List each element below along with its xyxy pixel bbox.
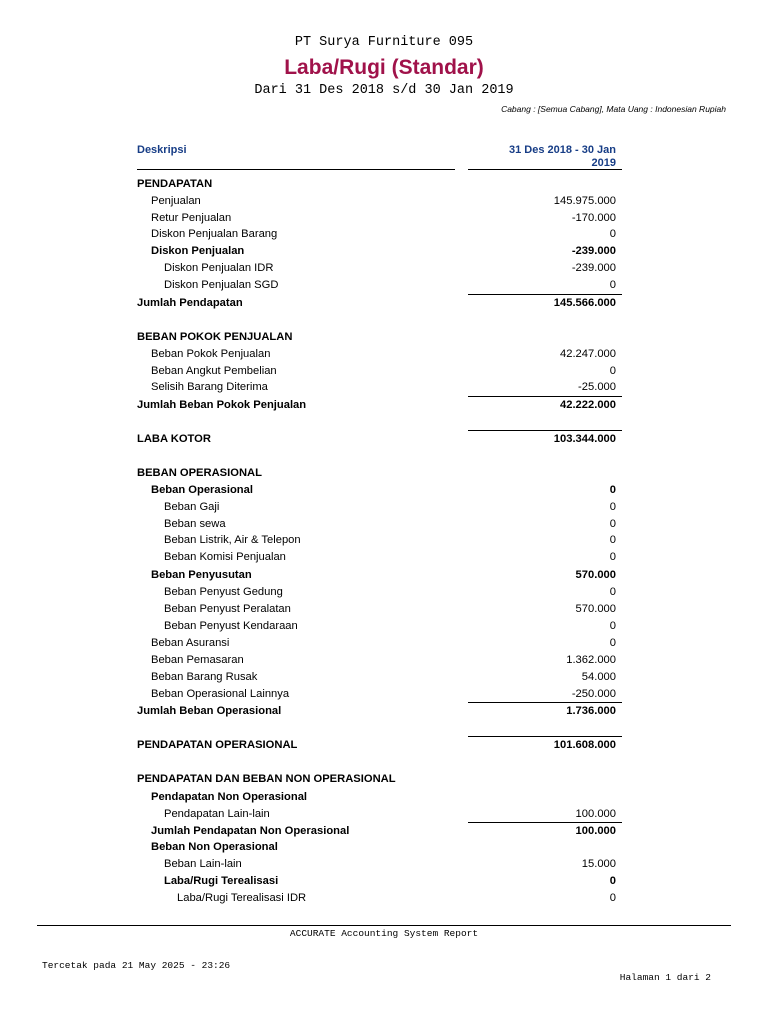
row-value: -250.000 — [571, 688, 616, 700]
row-label: Beban Asuransi — [151, 637, 230, 649]
row-label: Laba/Rugi Terealisasi — [164, 875, 279, 887]
row-label: PENDAPATAN DAN BEBAN NON OPERASIONAL — [137, 773, 396, 785]
table-row — [0, 532, 768, 549]
subgroup-row — [0, 567, 768, 584]
row-value: -239.000 — [571, 262, 616, 274]
row-value: 1.362.000 — [566, 654, 616, 666]
report-filter-info: Cabang : [Semua Cabang], Mata Uang : Indonesian Rupiah — [501, 104, 726, 114]
row-value: 0 — [609, 875, 616, 887]
column-header-period — [480, 144, 616, 170]
page-number: Halaman 1 dari 2 — [619, 972, 711, 983]
table-row — [0, 806, 768, 823]
row-value: 1.736.000 — [566, 705, 616, 717]
row-label: Beban Non Operasional — [151, 841, 278, 853]
row-label: BEBAN OPERASIONAL — [137, 467, 262, 479]
row-label: Beban Listrik, Air & Telepon — [164, 534, 301, 546]
row-value: 570.000 — [575, 603, 616, 615]
row-label: Diskon Penjualan — [151, 245, 245, 257]
row-value: 15.000 — [581, 858, 616, 870]
subgroup-row — [0, 839, 768, 856]
row-value: 0 — [609, 484, 616, 496]
row-value: 0 — [609, 551, 616, 563]
table-row — [0, 669, 768, 686]
section-header — [0, 329, 768, 346]
row-label: Beban Gaji — [164, 501, 220, 513]
row-value: -25.000 — [578, 381, 616, 393]
subgroup-row — [0, 243, 768, 260]
company-name: PT Surya Furniture 095 — [294, 35, 474, 50]
subgroup-row — [0, 482, 768, 499]
header-underline-period — [468, 169, 622, 170]
row-label: Diskon Penjualan Barang — [151, 228, 278, 240]
row-label: Beban Penyust Kendaraan — [164, 620, 298, 632]
row-label: Beban sewa — [164, 518, 226, 530]
total-row — [0, 737, 768, 754]
row-value: -170.000 — [571, 212, 616, 224]
row-label: Beban Pokok Penjualan — [151, 348, 271, 360]
row-value: 0 — [609, 620, 616, 632]
row-label: Beban Pemasaran — [151, 654, 244, 666]
row-value: 0 — [609, 586, 616, 598]
row-value: -239.000 — [571, 245, 616, 257]
row-label: Jumlah Pendapatan Non Operasional — [151, 825, 350, 837]
row-label: Jumlah Pendapatan — [137, 297, 243, 309]
table-row — [0, 635, 768, 652]
total-row — [0, 295, 768, 312]
row-label: Beban Penyusutan — [151, 569, 252, 581]
row-label: Beban Komisi Penjualan — [164, 551, 286, 563]
row-value: 0 — [609, 637, 616, 649]
footer-system-label: ACCURATE Accounting System Report — [289, 928, 479, 939]
table-row — [0, 346, 768, 363]
table-row — [0, 652, 768, 669]
row-label: BEBAN POKOK PENJUALAN — [137, 331, 293, 343]
table-row — [0, 260, 768, 277]
row-label: PENDAPATAN OPERASIONAL — [137, 739, 298, 751]
header-underline-description — [137, 169, 455, 170]
report-period: Dari 31 Des 2018 s/d 30 Jan 2019 — [254, 83, 514, 98]
column-header-period-line1: 31 Des 2018 - 30 Jan — [508, 144, 616, 156]
row-value: 42.222.000 — [560, 399, 616, 411]
subgroup-row — [0, 873, 768, 890]
column-header-period-line2: 2019 — [591, 157, 616, 169]
row-value: 145.975.000 — [553, 195, 616, 207]
row-label: PENDAPATAN — [137, 178, 213, 190]
row-value: 0 — [609, 892, 616, 904]
table-row — [0, 379, 768, 396]
row-value: 100.000 — [575, 825, 616, 837]
row-label: Selisih Barang Diterima — [151, 381, 268, 393]
row-label: Pendapatan Non Operasional — [151, 791, 308, 803]
row-value: 54.000 — [581, 671, 616, 683]
total-row — [0, 431, 768, 448]
row-label: Beban Penyust Peralatan — [164, 603, 291, 615]
row-value: 42.247.000 — [560, 348, 616, 360]
row-label: Jumlah Beban Pokok Penjualan — [137, 399, 307, 411]
row-value: 0 — [609, 228, 616, 240]
table-row — [0, 226, 768, 243]
row-label: Beban Operasional — [151, 484, 253, 496]
table-row — [0, 210, 768, 227]
row-label: Beban Angkut Pembelian — [151, 365, 277, 377]
table-row — [0, 618, 768, 635]
row-label: Pendapatan Lain-lain — [164, 808, 270, 820]
total-row — [0, 397, 768, 414]
row-value: 101.608.000 — [553, 739, 616, 751]
row-label: Beban Penyust Gedung — [164, 586, 283, 598]
row-value: 100.000 — [575, 808, 616, 820]
table-row — [0, 890, 768, 907]
row-value: 570.000 — [575, 569, 616, 581]
row-label: Diskon Penjualan SGD — [164, 279, 279, 291]
total-row — [0, 823, 768, 840]
table-row — [0, 549, 768, 566]
table-row — [0, 193, 768, 210]
row-value: 0 — [609, 501, 616, 513]
table-row — [0, 499, 768, 516]
row-label: LABA KOTOR — [137, 433, 211, 445]
table-row — [0, 363, 768, 380]
row-value: 0 — [609, 365, 616, 377]
row-label: Beban Operasional Lainnya — [151, 688, 290, 700]
row-value: 0 — [609, 534, 616, 546]
row-value: 0 — [609, 518, 616, 530]
row-value: 145.566.000 — [553, 297, 616, 309]
row-label: Laba/Rugi Terealisasi IDR — [177, 892, 307, 904]
row-label: Retur Penjualan — [151, 212, 232, 224]
row-value: 103.344.000 — [553, 433, 616, 445]
report-title: Laba/Rugi (Standar) — [284, 56, 484, 79]
table-row — [0, 856, 768, 873]
table-row — [0, 277, 768, 294]
table-row — [0, 584, 768, 601]
row-label: Beban Lain-lain — [164, 858, 242, 870]
printed-timestamp: Tercetak pada 21 May 2025 - 23:26 — [42, 960, 231, 971]
table-row — [0, 601, 768, 618]
row-label: Beban Barang Rusak — [151, 671, 258, 683]
table-row — [0, 516, 768, 533]
section-header — [0, 465, 768, 482]
column-header-description: Deskripsi — [137, 144, 187, 156]
subgroup-row — [0, 789, 768, 806]
row-value: 0 — [609, 279, 616, 291]
table-row — [0, 686, 768, 703]
section-header — [0, 771, 768, 788]
row-label: Penjualan — [151, 195, 201, 207]
section-header — [0, 176, 768, 193]
total-row — [0, 703, 768, 720]
row-label: Jumlah Beban Operasional — [137, 705, 282, 717]
footer-divider — [37, 925, 731, 926]
row-label: Diskon Penjualan IDR — [164, 262, 274, 274]
